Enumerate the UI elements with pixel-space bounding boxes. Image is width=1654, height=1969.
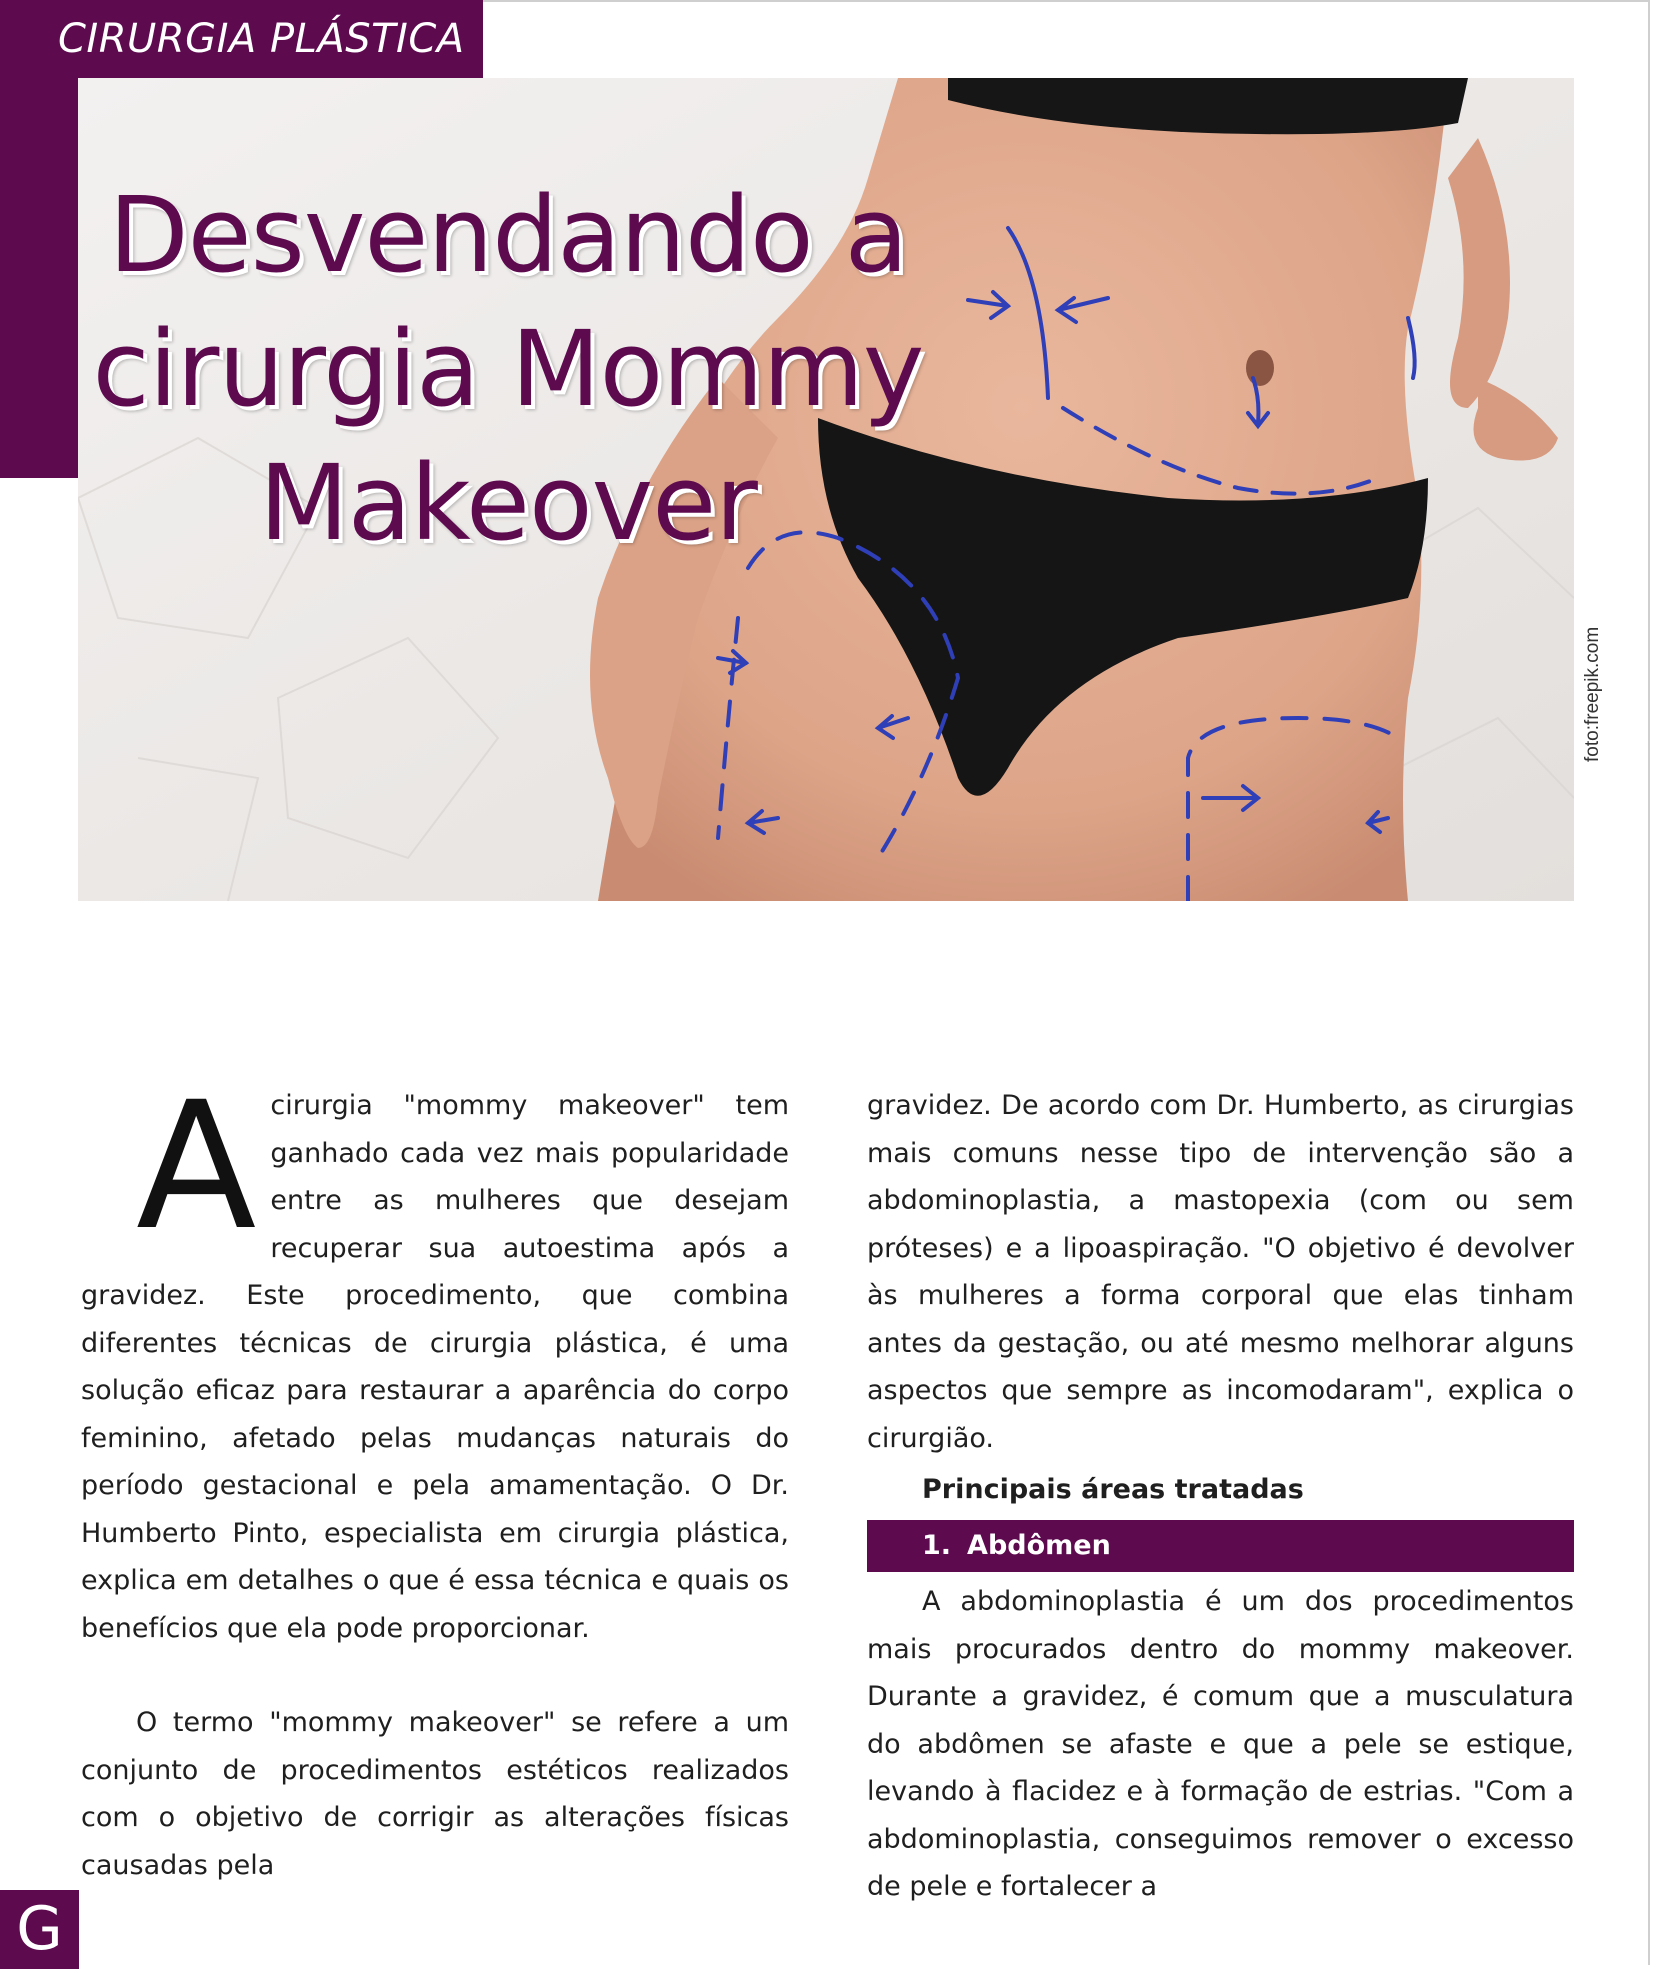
paragraph-4: A abdominoplastia é um dos procedimentos mais procurados dentro do mommy makeover. Durante a gravidez, é comum que a musculatura do abdômen se afaste e que a pele se estique, levando à flacidez e à formação de estrias. "Com a abdominoplastia, conseguimos remover o excesso de pele e fortalecer a	[867, 1586, 1574, 1902]
subheading: Principais áreas tratadas	[922, 1474, 1304, 1505]
article-column-left	[81, 1064, 789, 1889]
section-label: Abdômen	[967, 1530, 1111, 1561]
drop-cap: A	[136, 1064, 257, 1269]
article-column-right	[867, 1082, 1574, 1911]
magazine-page-letter: G	[0, 1890, 79, 1969]
intro-text: cirurgia "mommy makeover" tem ganhado cada vez mais popularidade entre as mulheres que desejam recuperar sua autoestima após a gravidez. Este procedimento, que combina diferentes técnicas de cirurgia plástica, é uma solução eficaz para restaurar a aparência do corpo feminino, afetado pelas mudanças naturais do período gestacional e pela amamentação. O Dr. Humberto Pinto, especialista em cirurgia plástica, explica em detalhes o que é essa técnica e quais os benefícios que ela pode proporcionar.	[81, 1090, 789, 1644]
photo-credit: foto:freepik.com	[1582, 626, 1603, 762]
paragraph-3: gravidez. De acordo com Dr. Humberto, as cirurgias mais comuns nesse tipo de intervenção são a abdominoplastia, a mastopexia (com ou sem próteses) e a lipoaspiração. "O objetivo é devolver às mulheres a forma corporal que elas tinham antes da gestação, ou até mesmo melhorar alguns aspectos que sempre as incomodaram", explica o cirurgião.	[867, 1090, 1574, 1454]
paragraph-2: O termo "mommy makeover" se refere a um conjunto de procedimentos estéticos realizados com o objetivo de corrigir as alterações físicas causadas pela	[81, 1707, 789, 1881]
title-line-3: Makeover	[259, 442, 757, 564]
intro-paragraph	[81, 1064, 789, 1652]
article-title	[78, 168, 938, 570]
title-line-1: Desvendando a	[108, 174, 908, 296]
section-number: 1.	[922, 1530, 952, 1561]
section-bar-abdomen	[867, 1520, 1574, 1572]
section-tag: CIRURGIA PLÁSTICA	[0, 0, 483, 78]
title-line-2: cirurgia Mommy	[92, 308, 924, 430]
